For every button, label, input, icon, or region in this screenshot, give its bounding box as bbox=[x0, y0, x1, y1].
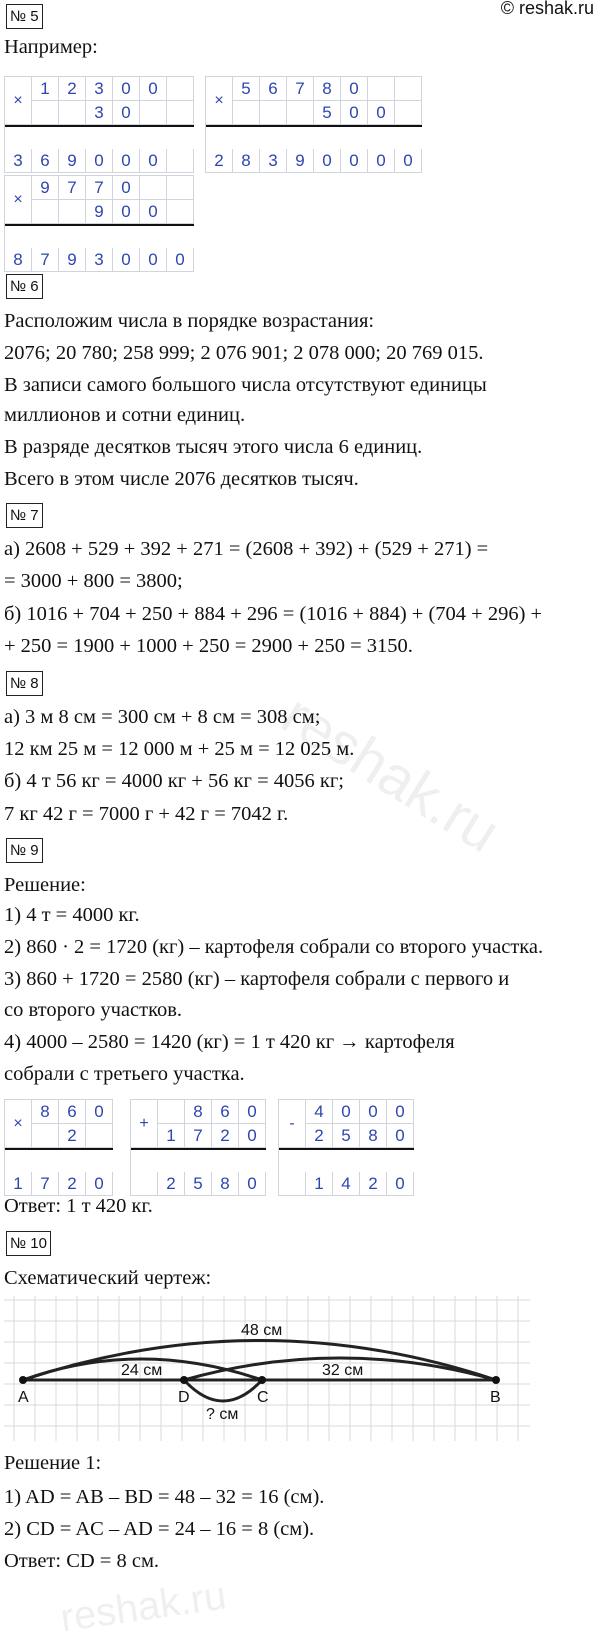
digit-cell: 0 bbox=[113, 149, 140, 173]
task-7-line: б) 1016 + 704 + 250 + 884 + 296 = (1016 + 884) + (704 + 296) + bbox=[4, 603, 543, 625]
calc-5-3 bbox=[4, 175, 194, 272]
result-rule bbox=[279, 1148, 414, 1150]
watermark: reshak.ru bbox=[57, 1573, 229, 1641]
digit-cell: 9 bbox=[59, 248, 86, 272]
task-10-intro: Схематический чертеж: bbox=[4, 1267, 212, 1289]
operator-sign: × bbox=[206, 77, 233, 125]
digit-cell bbox=[395, 101, 422, 125]
point-c-label: C bbox=[257, 1389, 269, 1406]
digit-cell bbox=[59, 101, 86, 125]
digit-cell: 0 bbox=[333, 1100, 360, 1124]
digit-cell: 9 bbox=[86, 200, 113, 224]
task-10-line: 1) AD = AB – BD = 48 – 32 = 16 (см). bbox=[4, 1486, 325, 1508]
task-10-line: Решение 1: bbox=[4, 1452, 102, 1474]
digit-cell: 4 bbox=[333, 1172, 360, 1196]
operator-sign: - bbox=[279, 1100, 306, 1148]
point-b bbox=[492, 1376, 500, 1384]
digit-cell: 0 bbox=[360, 1100, 387, 1124]
task-9-line: 1) 4 т = 4000 кг. bbox=[4, 904, 140, 926]
digit-cell: 3 bbox=[260, 149, 287, 173]
result-rule bbox=[5, 125, 194, 127]
digit-cell: 0 bbox=[341, 77, 368, 101]
task-9-answer: Ответ: 1 т 420 кг. bbox=[4, 1195, 153, 1217]
digit-cell bbox=[260, 101, 287, 125]
digit-cell: 4 bbox=[306, 1100, 333, 1124]
digit-cell: 5 bbox=[185, 1172, 212, 1196]
task-7-line: а) 2608 + 529 + 392 + 271 = (2608 + 392) + (529 + 271) = bbox=[4, 538, 489, 560]
digit-cell: 3 bbox=[86, 248, 113, 272]
digit-cell: 0 bbox=[113, 101, 140, 125]
task-10-line: Ответ: CD = 8 см. bbox=[4, 1550, 160, 1572]
digit-cell: 9 bbox=[287, 149, 314, 173]
arc-dc bbox=[184, 1380, 262, 1401]
digit-cell: 8 bbox=[233, 149, 260, 173]
task-9-line: 2) 860 · 2 = 1720 (кг) – картофеля собрали со второго участка. bbox=[4, 936, 544, 958]
digit-cell bbox=[167, 101, 194, 125]
calc-9-2 bbox=[130, 1099, 266, 1196]
digit-cell: 9 bbox=[59, 149, 86, 173]
digit-cell: 2 bbox=[206, 149, 233, 173]
digit-cell: 2 bbox=[59, 1172, 86, 1196]
digit-cell: 7 bbox=[59, 176, 86, 200]
label-db: 32 см bbox=[322, 1362, 364, 1379]
digit-cell: 2 bbox=[360, 1172, 387, 1196]
digit-cell: 8 bbox=[360, 1124, 387, 1148]
digit-cell bbox=[368, 77, 395, 101]
digit-cell: 7 bbox=[86, 176, 113, 200]
digit-cell bbox=[32, 101, 59, 125]
digit-cell: 0 bbox=[239, 1124, 266, 1148]
digit-cell bbox=[59, 200, 86, 224]
digit-cell bbox=[167, 200, 194, 224]
digit-cell: 0 bbox=[86, 149, 113, 173]
digit-cell: 5 bbox=[233, 77, 260, 101]
digit-cell: 0 bbox=[395, 149, 422, 173]
digit-cell: 2 bbox=[59, 77, 86, 101]
task-9-line: 3) 860 + 1720 = 2580 (кг) – картофеля собрали с первого и bbox=[4, 968, 510, 990]
calc-9-3 bbox=[278, 1099, 414, 1196]
digit-cell: 0 bbox=[113, 200, 140, 224]
task-6-line: миллионов и сотни единиц. bbox=[4, 404, 246, 426]
point-d-label: D bbox=[178, 1389, 190, 1406]
task-8-line: 7 кг 42 г = 7000 г + 42 г = 7042 г. bbox=[4, 803, 289, 825]
result-rule bbox=[5, 1148, 113, 1150]
digit-cell: 0 bbox=[140, 248, 167, 272]
digit-cell: 0 bbox=[387, 1100, 414, 1124]
digit-cell: 3 bbox=[86, 101, 113, 125]
task-7-line: + 250 = 1900 + 1000 + 250 = 2900 + 250 = 3150. bbox=[4, 635, 413, 657]
task-9-line: со второго участков. bbox=[4, 999, 183, 1021]
digit-cell: 8 bbox=[185, 1100, 212, 1124]
result-rule bbox=[131, 1148, 266, 1150]
task-9-line: Решение: bbox=[4, 874, 86, 896]
digit-cell: 5 bbox=[333, 1124, 360, 1148]
digit-cell: 2 bbox=[212, 1124, 239, 1148]
digit-cell bbox=[287, 101, 314, 125]
segment-diagram bbox=[0, 1296, 606, 1446]
digit-cell: 6 bbox=[260, 77, 287, 101]
task-6-line: В записи самого большого числа отсутствуют единицы bbox=[4, 374, 487, 396]
digit-cell: 8 bbox=[5, 248, 32, 272]
operator-sign: × bbox=[5, 77, 32, 125]
digit-cell: 2 bbox=[158, 1172, 185, 1196]
point-a bbox=[19, 1376, 27, 1384]
task-6-line: Всего в этом числе 2076 десятков тысяч. bbox=[4, 468, 359, 490]
operator-sign: + bbox=[131, 1100, 158, 1148]
digit-cell bbox=[32, 200, 59, 224]
point-c bbox=[258, 1376, 266, 1384]
copyright-text: © reshak.ru bbox=[500, 0, 594, 18]
task-8-line: б) 4 т 56 кг = 4000 кг + 56 кг = 4056 кг; bbox=[4, 770, 344, 792]
digit-cell: 0 bbox=[239, 1172, 266, 1196]
result-rule bbox=[206, 125, 422, 127]
digit-cell: 8 bbox=[32, 1100, 59, 1124]
digit-cell: 5 bbox=[314, 101, 341, 125]
digit-cell: 0 bbox=[341, 101, 368, 125]
digit-cell: 1 bbox=[158, 1124, 185, 1148]
digit-cell: 0 bbox=[113, 77, 140, 101]
label-ac: 24 см bbox=[121, 1362, 163, 1379]
task-5-label: № 5 bbox=[6, 4, 43, 29]
digit-cell: 7 bbox=[287, 77, 314, 101]
digit-cell: 7 bbox=[32, 1172, 59, 1196]
task-9-line: 4) 4000 – 2580 = 1420 (кг) = 1 т 420 кг → картофеля bbox=[4, 1031, 455, 1053]
task-7-label: № 7 bbox=[6, 503, 43, 528]
task-8-line: 12 км 25 м = 12 000 м + 25 м = 12 025 м. bbox=[4, 738, 355, 760]
digit-cell: 7 bbox=[185, 1124, 212, 1148]
digit-cell: 1 bbox=[5, 1172, 32, 1196]
point-a-label: A bbox=[18, 1389, 29, 1406]
task-8-label: № 8 bbox=[6, 671, 43, 696]
label-ab: 48 см bbox=[241, 1322, 283, 1339]
digit-cell: 0 bbox=[368, 149, 395, 173]
digit-cell bbox=[158, 1100, 185, 1124]
digit-cell: 7 bbox=[32, 248, 59, 272]
task-10-label: № 10 bbox=[6, 1231, 51, 1256]
digit-cell: 0 bbox=[239, 1100, 266, 1124]
digit-cell: 0 bbox=[113, 248, 140, 272]
digit-cell: 0 bbox=[86, 1100, 113, 1124]
arc-ab bbox=[23, 1341, 496, 1381]
digit-cell: 9 bbox=[32, 176, 59, 200]
task-9-label: № 9 bbox=[6, 838, 43, 863]
digit-cell bbox=[395, 77, 422, 101]
calc-5-2 bbox=[205, 76, 422, 173]
digit-cell bbox=[86, 1124, 113, 1148]
digit-cell: 0 bbox=[140, 77, 167, 101]
digit-cell: 0 bbox=[314, 149, 341, 173]
operator-sign: × bbox=[5, 1100, 32, 1148]
digit-cell: 1 bbox=[32, 77, 59, 101]
digit-cell: 6 bbox=[212, 1100, 239, 1124]
digit-cell: 0 bbox=[86, 1172, 113, 1196]
operator-sign: × bbox=[5, 176, 32, 224]
digit-cell bbox=[32, 1124, 59, 1148]
digit-cell: 0 bbox=[140, 200, 167, 224]
digit-cell: 3 bbox=[86, 77, 113, 101]
digit-cell: 0 bbox=[387, 1124, 414, 1148]
task-8-line: а) 3 м 8 см = 300 см + 8 см = 308 см; bbox=[4, 706, 321, 728]
digit-cell: 6 bbox=[32, 149, 59, 173]
digit-cell: 1 bbox=[306, 1172, 333, 1196]
digit-cell: 6 bbox=[59, 1100, 86, 1124]
task-6-line: В разряде десятков тысяч этого числа 6 единиц. bbox=[4, 436, 423, 458]
digit-cell bbox=[279, 1172, 306, 1196]
digit-cell: 0 bbox=[140, 149, 167, 173]
digit-cell bbox=[167, 176, 194, 200]
digit-cell bbox=[140, 101, 167, 125]
task-5-intro: Например: bbox=[4, 36, 98, 58]
watermark: reshak.ru bbox=[271, 681, 511, 866]
digit-cell: 0 bbox=[167, 248, 194, 272]
digit-cell: 0 bbox=[368, 101, 395, 125]
digit-cell: 2 bbox=[59, 1124, 86, 1148]
point-d bbox=[180, 1376, 188, 1384]
calc-9-1 bbox=[4, 1099, 113, 1196]
digit-cell bbox=[233, 101, 260, 125]
digit-cell: 0 bbox=[387, 1172, 414, 1196]
task-7-line: = 3000 + 800 = 3800; bbox=[4, 570, 183, 592]
digit-cell: 0 bbox=[341, 149, 368, 173]
task-10-line: 2) CD = AC – AD = 24 – 16 = 8 (см). bbox=[4, 1518, 315, 1540]
result-rule bbox=[5, 224, 194, 226]
calc-5-1 bbox=[4, 76, 194, 173]
point-b-label: B bbox=[490, 1389, 501, 1406]
task-9-line: собрали с третьего участка. bbox=[4, 1063, 245, 1085]
digit-cell: 0 bbox=[113, 176, 140, 200]
label-dc: ? см bbox=[206, 1406, 239, 1423]
digit-cell bbox=[167, 77, 194, 101]
digit-cell bbox=[167, 149, 194, 173]
digit-cell bbox=[140, 176, 167, 200]
digit-cell: 2 bbox=[306, 1124, 333, 1148]
digit-cell: 8 bbox=[212, 1172, 239, 1196]
task-6-line: 2076; 20 780; 258 999; 2 076 901; 2 078 000; 20 769 015. bbox=[4, 342, 484, 364]
digit-cell: 3 bbox=[5, 149, 32, 173]
digit-cell: 8 bbox=[314, 77, 341, 101]
task-6-label: № 6 bbox=[6, 274, 43, 299]
task-6-line: Расположим числа в порядке возрастания: bbox=[4, 310, 375, 332]
